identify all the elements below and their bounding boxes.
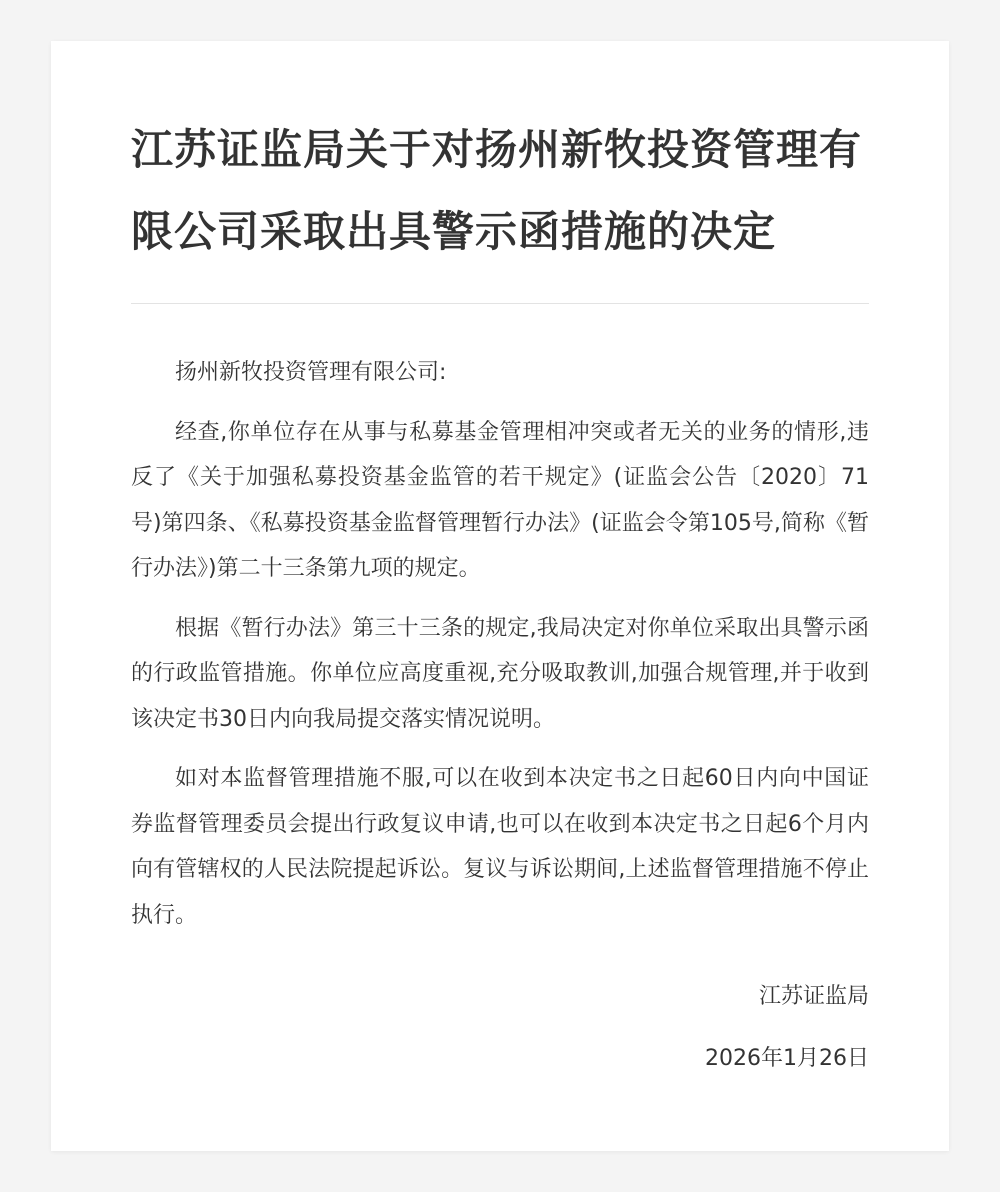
document-body [131,350,869,938]
paragraph-appeal: 如对本监督管理措施不服,可以在收到本决定书之日起60日内向中国证券监督管理委员会提出行政复议申请,也可以在收到本决定书之日起6个月内向有管辖权的人民法院提起诉讼。复议与诉讼期间,上述监督管理措施不停止执行。 [131,766,869,928]
document-page [51,41,949,1151]
salutation: 扬州新牧投资管理有限公司: [175,360,447,385]
issue-date: 2026年1月26日 [705,1046,869,1071]
paragraph-decision: 根据《暂行办法》第三十三条的规定,我局决定对你单位采取出具警示函的行政监管措施。你单位应高度重视,充分吸取教训,加强合规管理,并于收到该决定书30日内向我局提交落实情况说明。 [131,615,869,732]
title-divider [131,303,869,304]
document-title: 江苏证监局关于对扬州新牧投资管理有限公司采取出具警示函措施的决定 [131,125,863,256]
issuer-signature: 江苏证监局 [758,984,869,1009]
paragraph-findings: 经查,你单位存在从事与私募基金管理相冲突或者无关的业务的情形,违反了《关于加强私募投资基金监管的若干规定》(证监会公告〔2020〕71号)第四条、《私募投资基金监督管理暂行办法》(证监会令第105号,简称《暂行办法》)第二十三条第九项的规定。 [131,419,869,581]
